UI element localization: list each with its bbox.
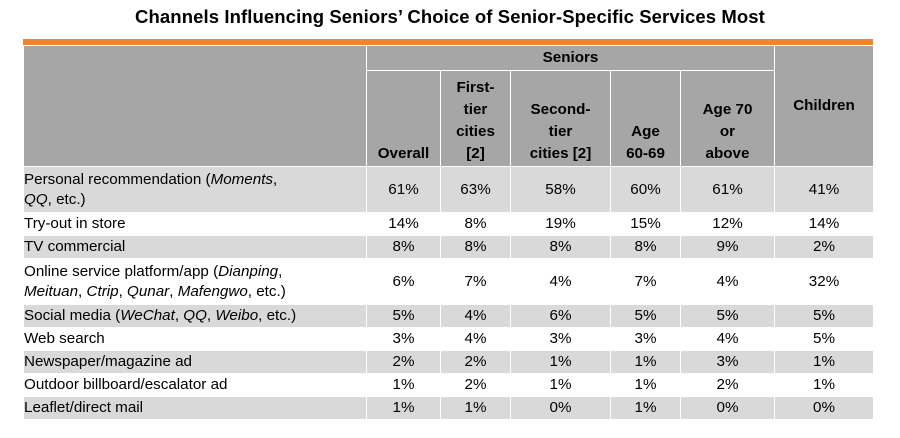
row-label-part: , — [78, 282, 87, 300]
table-row — [24, 351, 874, 374]
header-col-second-tier — [511, 71, 611, 167]
table-row — [24, 167, 874, 213]
cell-value: 7% — [611, 259, 681, 305]
cell-value: 1% — [511, 374, 611, 397]
cell-value: 58% — [511, 167, 611, 213]
cell-value: 6% — [511, 305, 611, 328]
cell-value: 14% — [775, 213, 874, 236]
table-body — [24, 167, 874, 420]
chart-title: Channels Influencing Seniors’ Choice of Senior-Specific Services Most — [135, 6, 765, 27]
row-label — [24, 259, 367, 305]
cell-value: 1% — [367, 397, 441, 420]
cell-value: 5% — [775, 328, 874, 351]
cell-value: 0% — [511, 397, 611, 420]
header-col-age-60-69 — [611, 71, 681, 167]
cell-value: 6% — [367, 259, 441, 305]
cell-value: 12% — [681, 213, 775, 236]
cell-value: 2% — [775, 236, 874, 259]
cell-value: 32% — [775, 259, 874, 305]
cell-value: 5% — [367, 305, 441, 328]
cell-value: 9% — [681, 236, 775, 259]
row-label — [24, 351, 367, 374]
header-line: [2] — [466, 145, 485, 162]
table-row — [24, 328, 874, 351]
header-line: 60-69 — [626, 145, 665, 162]
row-label-part: , — [278, 262, 283, 280]
cell-value: 3% — [367, 328, 441, 351]
header-line: or — [719, 123, 736, 140]
row-label-part: , — [118, 282, 128, 300]
row-label-part: WeChat — [120, 307, 175, 324]
row-label-part: Ctrip — [86, 282, 119, 300]
cell-value: 1% — [775, 351, 874, 374]
row-label-part: QQ — [24, 190, 48, 208]
row-label-part: QQ — [183, 307, 207, 324]
cell-value: 5% — [681, 305, 775, 328]
header-line: tier — [548, 123, 573, 140]
header-col-first-tier — [441, 71, 511, 167]
row-label — [24, 305, 367, 328]
cell-value: 15% — [611, 213, 681, 236]
row-label — [24, 328, 367, 351]
header-line: Second- — [530, 101, 591, 118]
cell-value: 60% — [611, 167, 681, 213]
cell-value: 4% — [441, 305, 511, 328]
header-line: cities [2] — [529, 145, 592, 162]
row-label — [24, 374, 367, 397]
row-label-part: Moments — [210, 170, 274, 188]
cell-value: 1% — [441, 397, 511, 420]
header-line: cities — [456, 123, 495, 140]
row-label-part: , — [206, 307, 216, 324]
row-label-part: Weibo — [215, 307, 259, 324]
row-label — [24, 213, 367, 236]
row-label-part: Dianping — [218, 262, 279, 280]
row-label — [24, 236, 367, 259]
cell-value: 1% — [775, 374, 874, 397]
cell-value: 8% — [441, 213, 511, 236]
cell-value: 8% — [367, 236, 441, 259]
cell-value: 63% — [441, 167, 511, 213]
cell-value: 61% — [367, 167, 441, 213]
cell-value: 0% — [681, 397, 775, 420]
row-label-part: Qunar — [127, 282, 170, 300]
cell-value: 1% — [611, 397, 681, 420]
cell-value: 8% — [511, 236, 611, 259]
cell-value: 4% — [511, 259, 611, 305]
row-label-part: Outdoor billboard/escalator ad — [24, 376, 228, 393]
row-label-part: Online service platform/app ( — [24, 262, 219, 280]
cell-value: 61% — [681, 167, 775, 213]
row-label-part: , — [174, 307, 184, 324]
header-col-age-70-above — [681, 71, 775, 167]
row-label — [24, 167, 367, 213]
table-row — [24, 305, 874, 328]
row-label-part: , etc.) — [47, 190, 86, 208]
cell-value: 19% — [511, 213, 611, 236]
cell-value: 5% — [775, 305, 874, 328]
table-row — [24, 374, 874, 397]
row-label-part: Meituan — [24, 282, 79, 300]
cell-value: 8% — [611, 236, 681, 259]
cell-value: 1% — [511, 351, 611, 374]
row-label-part: Mafengwo — [177, 282, 248, 300]
row-label — [24, 397, 367, 420]
row-label-part: , — [273, 170, 278, 188]
header-seniors-group: Seniors — [367, 46, 775, 71]
row-label-part: , etc.) — [247, 282, 286, 300]
cell-value: 0% — [775, 397, 874, 420]
cell-value: 3% — [511, 328, 611, 351]
cell-value: 2% — [681, 374, 775, 397]
cell-value: 5% — [611, 305, 681, 328]
cell-value: 3% — [611, 328, 681, 351]
header-corner — [24, 46, 367, 167]
data-table — [23, 45, 874, 420]
row-label-part: Social media ( — [24, 307, 121, 324]
header-col-overall — [367, 71, 441, 167]
table-row — [24, 259, 874, 305]
cell-value: 1% — [611, 351, 681, 374]
row-label-part: , etc.) — [258, 307, 297, 324]
cell-value: 8% — [441, 236, 511, 259]
row-label-part: TV commercial — [24, 238, 126, 255]
header-line: Overall — [377, 145, 430, 162]
cell-value: 1% — [611, 374, 681, 397]
row-label-part: Web search — [24, 330, 105, 347]
cell-value: 14% — [367, 213, 441, 236]
cell-value: 4% — [681, 259, 775, 305]
cell-value: 1% — [367, 374, 441, 397]
cell-value: 2% — [367, 351, 441, 374]
cell-value: 3% — [681, 351, 775, 374]
header-line: above — [705, 145, 750, 162]
table-row — [24, 397, 874, 420]
cell-value: 7% — [441, 259, 511, 305]
cell-value: 41% — [775, 167, 874, 213]
cell-value: 4% — [441, 328, 511, 351]
table-row — [24, 236, 874, 259]
row-label-part: Leaflet/direct mail — [24, 399, 144, 416]
cell-value: 2% — [441, 374, 511, 397]
table-row — [24, 213, 874, 236]
cell-value: 2% — [441, 351, 511, 374]
row-label-part: Try-out in store — [24, 215, 126, 232]
header-line: tier — [463, 101, 488, 118]
header-line: Age — [631, 123, 660, 140]
row-label-part: Newspaper/magazine ad — [24, 353, 193, 370]
row-label-part: Personal recommendation ( — [24, 170, 211, 188]
header-line: First- — [456, 79, 495, 96]
header-children: Children — [775, 46, 874, 167]
row-label-part: , — [169, 282, 178, 300]
cell-value: 4% — [681, 328, 775, 351]
header-line: Age 70 — [702, 101, 753, 118]
